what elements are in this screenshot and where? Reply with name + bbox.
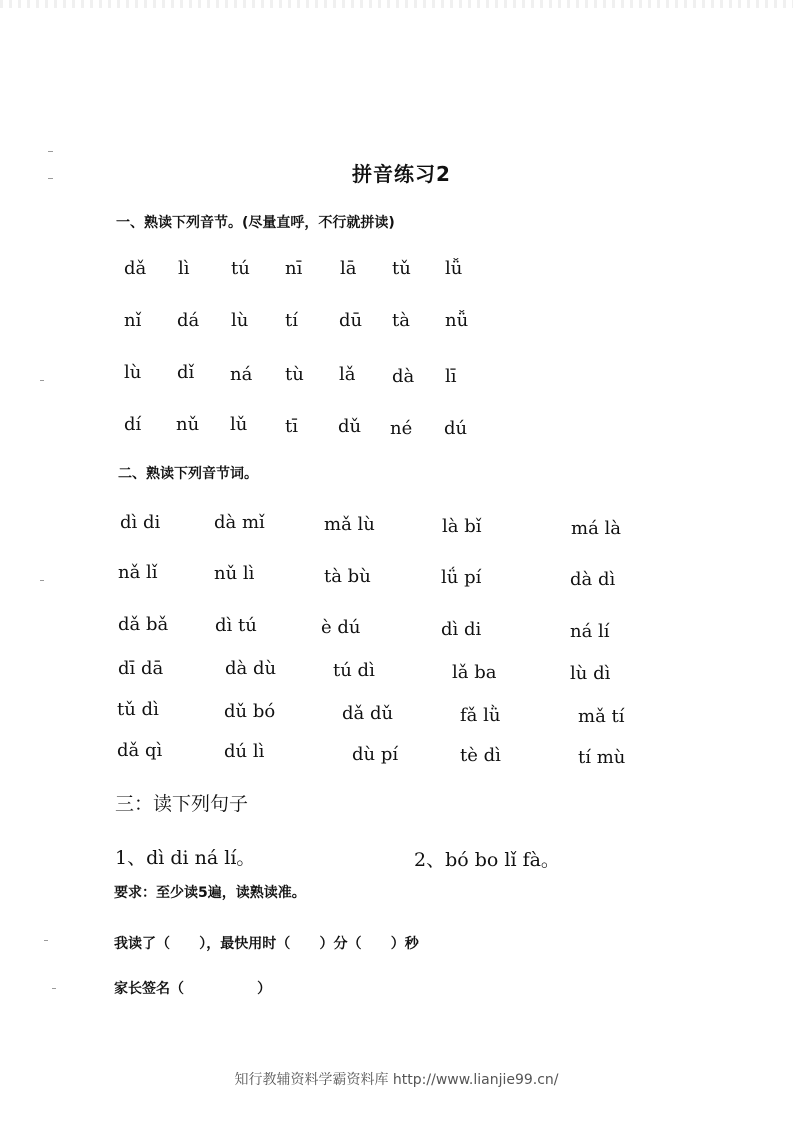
syllable: dǔ — [338, 416, 362, 437]
syllable: lì — [178, 258, 190, 279]
section1-heading: 一、熟读下列音节。(尽量直呼，不行就拼读) — [116, 215, 395, 231]
syllable: lǔ — [230, 414, 248, 435]
syllable: nǐ — [124, 310, 142, 331]
word: lǘ pí — [441, 567, 482, 588]
word: è dú — [321, 617, 361, 638]
word: tà bù — [324, 566, 371, 587]
word: dà dù — [225, 658, 277, 679]
syllable: dá — [177, 310, 200, 331]
syllable: dú — [444, 418, 468, 439]
word: má là — [571, 518, 622, 539]
sentence-1: 1、dì di ná lí。 — [115, 847, 256, 869]
word: mǎ lù — [324, 514, 375, 535]
syllable: dū — [339, 310, 363, 331]
syllable: nī — [285, 258, 303, 279]
word: dǎ dǔ — [342, 703, 394, 724]
syllable: dǎ — [124, 258, 147, 279]
syllable: lǚ — [445, 258, 463, 279]
word: tè dì — [460, 745, 501, 766]
word: fǎ lǜ — [460, 705, 501, 726]
word: tí mù — [578, 747, 626, 768]
requirement-text: 要求：至少读5遍，读熟读准。 — [114, 885, 306, 901]
syllable: nǚ — [445, 310, 469, 331]
footer-watermark: 知行教辅资料学霸资料库 http://www.lianjie99.cn/ — [234, 1072, 559, 1088]
word: tǔ dì — [117, 699, 159, 720]
word: là bǐ — [442, 516, 482, 537]
syllable: nǔ — [176, 414, 200, 435]
syllable: lù — [231, 310, 249, 331]
syllable: tī — [285, 416, 298, 437]
word: dù pí — [352, 744, 399, 765]
scan-mark — [44, 940, 48, 941]
section2-heading: 二、熟读下列音节词。 — [118, 466, 258, 482]
syllable: dà — [392, 366, 415, 387]
syllable: tú — [231, 258, 250, 279]
word: lǎ ba — [452, 662, 497, 683]
word: dǎ bǎ — [118, 614, 169, 635]
word: nǎ lǐ — [118, 562, 158, 583]
word: dà dì — [570, 569, 616, 590]
sentence-2: 2、bó bo lǐ fà。 — [414, 849, 560, 871]
word: mǎ tí — [578, 706, 625, 727]
syllable: lǎ — [339, 364, 356, 385]
syllable: dí — [124, 414, 142, 435]
scan-mark — [48, 151, 53, 152]
word: nǔ lì — [214, 563, 255, 584]
syllable: tí — [285, 310, 298, 331]
word: dà mǐ — [214, 512, 265, 533]
word: dǎ qì — [117, 740, 163, 761]
scan-edge-artifact — [0, 0, 793, 8]
syllable: né — [390, 418, 413, 439]
syllable: ná — [230, 364, 253, 385]
word: dì di — [441, 619, 482, 640]
section3-heading: 三：读下列句子 — [115, 793, 249, 815]
word: dì tú — [215, 615, 257, 636]
syllable: dǐ — [177, 362, 195, 383]
scan-mark — [48, 178, 53, 179]
reading-record-line: 我读了（ ），最快用时（ ）分（ ）秒 — [114, 936, 419, 952]
word: dǔ bó — [224, 701, 276, 722]
word: dú lì — [224, 741, 265, 762]
syllable: tǔ — [392, 258, 411, 279]
syllable: tù — [285, 364, 304, 385]
syllable: lù — [124, 362, 142, 383]
syllable: tà — [392, 310, 410, 331]
word: dī dā — [118, 658, 164, 679]
word: dì di — [120, 512, 161, 533]
syllable: lā — [340, 258, 357, 279]
scan-mark — [40, 380, 44, 381]
parent-signature-line: 家长签名（ ） — [114, 981, 272, 997]
scan-mark — [52, 988, 56, 989]
word: lù dì — [570, 663, 611, 684]
scan-mark — [40, 580, 44, 581]
word: ná lí — [570, 621, 610, 642]
page-title: 拼音练习2 — [352, 162, 451, 186]
word: tú dì — [333, 660, 375, 681]
syllable: lī — [445, 366, 457, 387]
